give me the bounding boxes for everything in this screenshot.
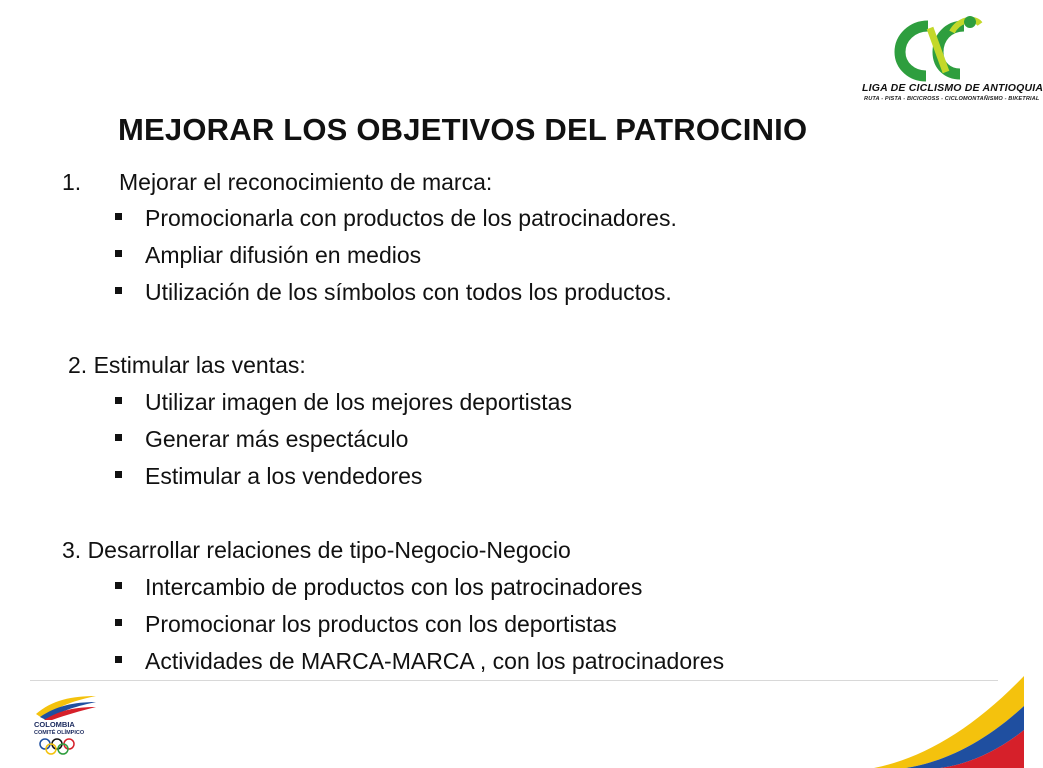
bullet-icon	[115, 397, 122, 404]
section-3-heading: 3. Desarrollar relaciones de tipo-Negocio-Negocio	[62, 537, 571, 563]
list-item: Estimular a los vendedores	[145, 463, 423, 489]
list-item: Promocionarla con productos de los patrocinadores.	[145, 205, 677, 231]
bullet-icon	[115, 471, 122, 478]
bullet-icon	[115, 434, 122, 441]
section-1-heading: Mejorar el reconocimiento de marca:	[119, 169, 493, 195]
list-item: Ampliar difusión en medios	[145, 242, 422, 268]
liga-logo-name: LIGA DE CICLISMO DE ANTIOQUIA	[862, 82, 1043, 94]
slide-title: MEJORAR LOS OBJETIVOS DEL PATROCINIO	[118, 112, 808, 147]
liga-logo-tagline: RUTA - PISTA - BICICROSS - CICLOMONTAÑISMO - BIKETRIAL	[864, 96, 1040, 102]
bullet-icon	[115, 582, 122, 589]
bullet-icon	[115, 213, 122, 220]
coc-logo	[28, 690, 108, 760]
liga-logo	[858, 12, 1043, 104]
list-item: Intercambio de productos con los patrocinadores	[145, 574, 643, 600]
cyclist-logo-icon	[894, 12, 984, 80]
list-item: Generar más espectáculo	[145, 426, 409, 452]
corner-stripes-decoration	[854, 658, 1024, 768]
section-2-heading: 2. Estimular las ventas:	[68, 352, 306, 378]
coc-logo-sub: COMITÉ OLÍMPICO	[34, 730, 85, 736]
bullet-icon	[115, 287, 122, 294]
olympic-rings-icon	[38, 738, 84, 756]
bullet-icon	[115, 656, 122, 663]
list-item: Utilizar imagen de los mejores deportistas	[145, 389, 572, 415]
list-item: Promocionar los productos con los deportistas	[145, 611, 617, 637]
footer-divider	[30, 680, 998, 681]
bullet-icon	[115, 250, 122, 257]
flag-swoosh-icon	[32, 690, 102, 720]
list-item: Utilización de los símbolos con todos los productos.	[145, 279, 672, 305]
list-item: Actividades de MARCA-MARCA , con los patrocinadores	[145, 648, 725, 674]
bullet-icon	[115, 619, 122, 626]
section-1-number: 1.	[62, 169, 82, 195]
coc-logo-name: COLOMBIA	[34, 720, 75, 729]
